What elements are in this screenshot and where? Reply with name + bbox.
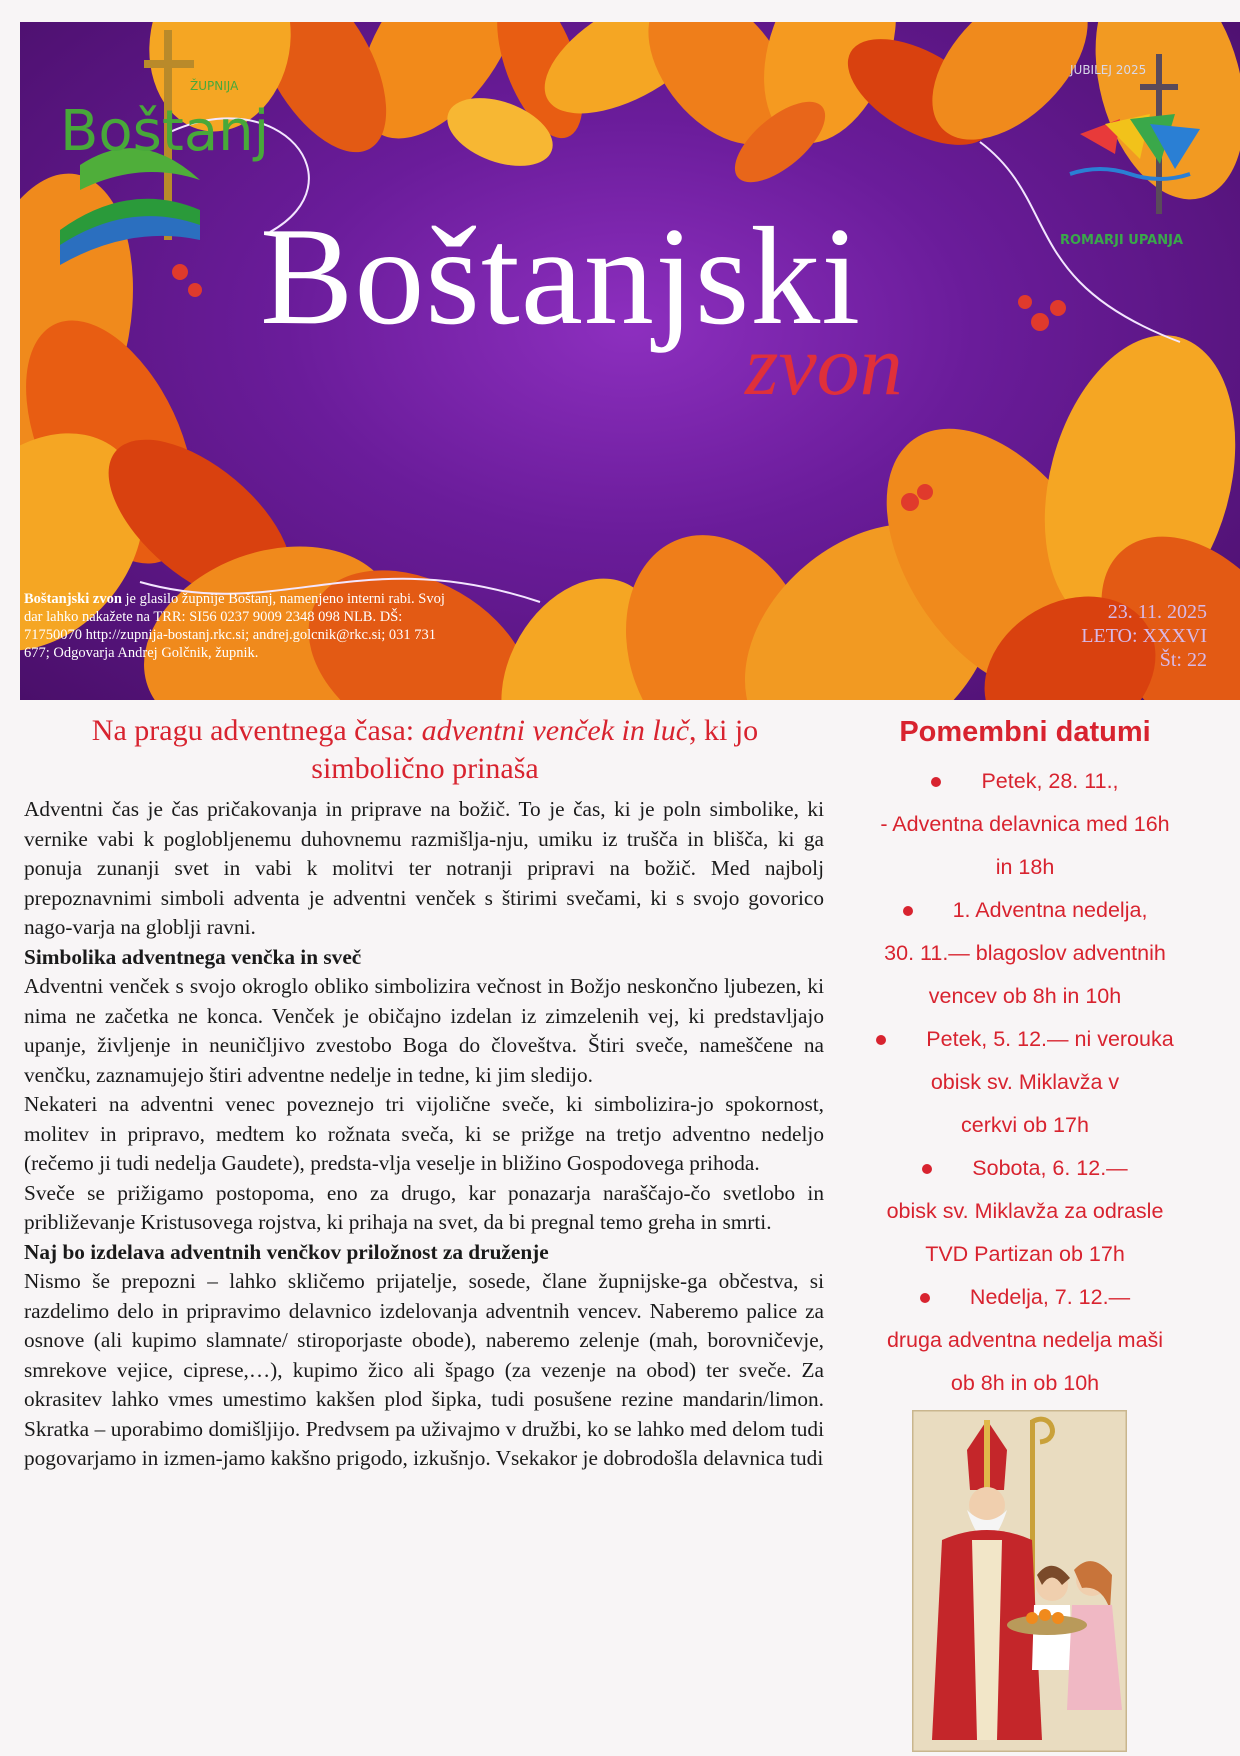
date-line: druga adventna nedelja maši bbox=[886, 1328, 1164, 1352]
logo-small-text: ŽUPNIJA bbox=[190, 79, 239, 93]
jubilee-logo-graphic bbox=[1060, 44, 1230, 274]
bullet-icon bbox=[922, 1164, 932, 1174]
logo-text: Boštanj bbox=[60, 99, 270, 164]
date-line: obisk sv. Miklavža za odrasle bbox=[886, 1199, 1164, 1223]
article-paragraph: Adventni čas je čas pričakovanja in priprave na božič. To je čas, ki je poln simbolike, ki vernike vabi k poglobljenemu duhovnemu razmišlja-nju, umiku iz trušča in blišča, ki ga ponuja zunanji svet in vabi k molitvi ter notranji pripravi na božič. Med najbolj prepoznavnimi simboli adventa je adventni venček s štirimi svečami, ki s svojo govorico nago-varja na globlji ravni. bbox=[24, 797, 824, 939]
date-line: Sobota, 6. 12.— bbox=[972, 1156, 1128, 1180]
date-item bbox=[840, 889, 1210, 1018]
date-item bbox=[840, 1276, 1210, 1405]
date-line: vencev ob 8h in 10h bbox=[928, 984, 1122, 1008]
saint-nicholas-picture bbox=[912, 1410, 1127, 1752]
date-item bbox=[840, 1018, 1210, 1147]
bullet-icon bbox=[903, 906, 913, 916]
date-line: obisk sv. Miklavža v bbox=[930, 1070, 1120, 1094]
imprint-name: Boštanjski zvon bbox=[24, 591, 122, 607]
article-body bbox=[24, 795, 824, 1474]
masthead bbox=[20, 22, 1240, 700]
article-title-part1: Na pragu adventnega časa: bbox=[91, 714, 422, 747]
date-line: Petek, 28. 11., bbox=[981, 769, 1119, 793]
bullet-icon bbox=[876, 1035, 886, 1045]
date-line: 1. Adventna nedelja, bbox=[952, 898, 1148, 922]
issue-year: LETO: XXXVI bbox=[1081, 625, 1207, 647]
date-line: - Adventna delavnica med 16h bbox=[880, 812, 1170, 836]
dates-list bbox=[840, 760, 1210, 1405]
article-paragraph: Adventni venček s svojo okroglo obliko simbolizira večnost in Božjo neskončno ljubezen, ki nima ne začetka ne konca. Venček je običajno izdelan iz zimzelenih vej, ki predstavljajo upanje, življenje in neuničljivo zvestobo Boga do človeštva. Štiri sveče, nameščene na venčku, zaznamujejo štiri adventne nedelje in tedne, ki jim sledijo. bbox=[24, 974, 824, 1087]
article-title bbox=[60, 712, 790, 788]
date-line: Nedelja, 7. 12.— bbox=[969, 1285, 1131, 1309]
newsletter-title: Boštanjski bbox=[260, 199, 862, 354]
date-line: 30. 11.— blagoslov adventnih bbox=[884, 941, 1166, 965]
article-subheading: Naj bo izdelava adventnih venčkov priložnost za druženje bbox=[24, 1239, 549, 1264]
sidebar-heading: Pomembni datumi bbox=[899, 716, 1151, 748]
parish-logo-graphic bbox=[50, 30, 270, 275]
date-line: cerkvi ob 17h bbox=[961, 1113, 1089, 1137]
article-paragraph: Nismo še prepozni – lahko skličemo prijatelje, sosede, člane župnijske-ga občestva, si razdelimo delo in pripravimo delavnico izdelovanja adventnih vencev. Naberemo palice za osnove (ali kupimo slamnate/ stiroporjaste obode), naberemo zelenje (mah, borovničevje, smrekove vejice, ciprese,…), kupimo žico ali špago (za vezenje na obod) ter sveče. Za okrasitev lahko vmes umestimo kakšen plod šipka, tudi posušene rezine mandarin/limon. Skratka – uporabimo domišljijo. Predvsem pa uživajmo v družbi, ko se lahko med delom tudi pogovarjamo in izmen-jamo kakšno prigodo, izkušnjo. Vsekakor je dobrodošla delavnica tudi bbox=[24, 1269, 824, 1470]
issue-number: Št: 22 bbox=[1159, 649, 1207, 671]
jubilee-logo bbox=[1060, 44, 1230, 274]
imprint-text: je glasilo župnije Boštanj, namenjeno interni rabi. Svoj dar lahko nakažete na TRR: SI56 0237 9009 2348 098 NLB. DŠ: 71750070 http://zupnija-bostanj.rkc.si; andrej.golcnik@rkc.si; 031 731 677; Odgovarja Andrej Golčnik, župnik. bbox=[24, 591, 445, 661]
parish-logo bbox=[50, 30, 270, 275]
date-line: in 18h bbox=[995, 855, 1055, 879]
article-title-part2: , ki jo simbolično prinaša bbox=[311, 714, 759, 785]
date-line: ob 8h in ob 10h bbox=[950, 1371, 1100, 1395]
article-title-italic: adventni venček in luč bbox=[421, 714, 690, 747]
bullet-icon bbox=[931, 777, 941, 787]
bullet-icon bbox=[920, 1293, 930, 1303]
date-item bbox=[840, 760, 1210, 889]
important-dates-sidebar bbox=[840, 712, 1210, 1405]
issue-date: 23. 11. 2025 bbox=[1107, 601, 1207, 623]
jubilee-top-text: JUBILEJ 2025 bbox=[1070, 63, 1147, 77]
article-paragraph: Nekateri na adventni venec poveznejo tri vijolične sveče, ki simbolizira-jo spokornost, molitev in pripravo, medtem ko rožnata sveča, ki se prižge na tretjo adventno nedeljo (rečemo ji tudi nedelja Gaudete), predsta-vlja veselje in bližino Gospodovega prihoda. bbox=[24, 1092, 824, 1175]
article-subheading: Simbolika adventnega venčka in sveč bbox=[24, 944, 362, 969]
date-item bbox=[840, 1147, 1210, 1276]
article-paragraph: Sveče se prižigamo postopoma, eno za drugo, kar ponazarja naraščajo-čo svetlobo in približevanje Kristusovega rojstva, ki prihaja na svet, da bi pregnal temo greha in smrti. bbox=[24, 1180, 824, 1234]
date-line: TVD Partizan ob 17h bbox=[925, 1242, 1125, 1266]
date-line: Petek, 5. 12.— ni verouka bbox=[926, 1027, 1174, 1051]
issue-info bbox=[1081, 600, 1207, 672]
newsletter-subtitle: zvon bbox=[745, 317, 903, 413]
jubilee-bottom-text: ROMARJI UPANJA bbox=[1060, 233, 1183, 248]
imprint bbox=[24, 590, 454, 662]
saint-nicholas-illustration bbox=[912, 1410, 1127, 1752]
